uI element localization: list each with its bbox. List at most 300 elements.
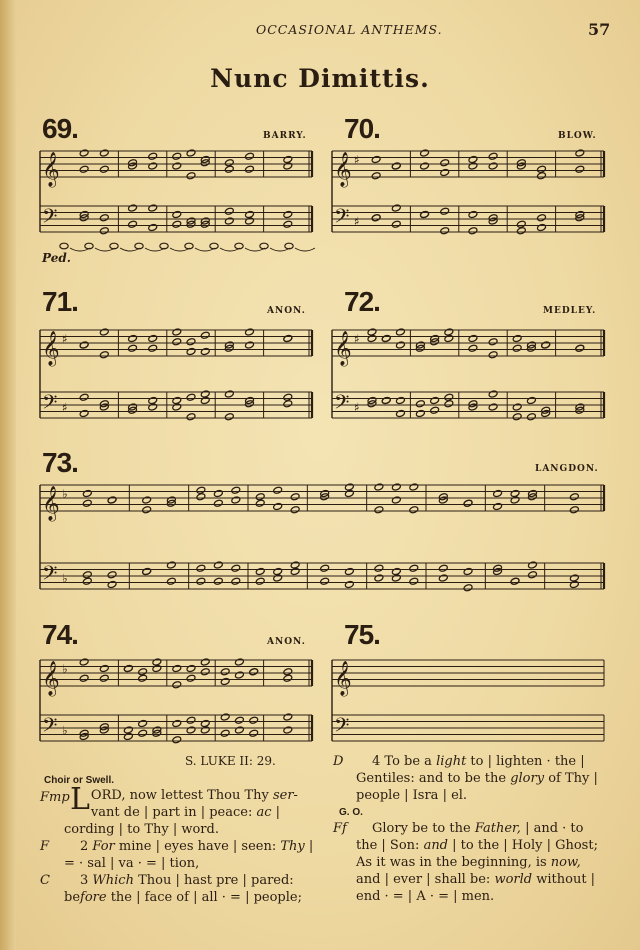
- chant-69-note: [224, 165, 234, 173]
- chant-71-note: [224, 390, 234, 398]
- gloria-line3: [356, 854, 581, 871]
- chant-74-note: [220, 713, 230, 721]
- g1a: Glory be to the: [372, 821, 475, 836]
- chant-74-note: [123, 726, 133, 734]
- chant-70-note: [468, 227, 478, 235]
- chant-71-note: [172, 403, 182, 411]
- chant-74-note: [220, 677, 230, 685]
- v2-italic-1: For: [92, 839, 115, 854]
- chant-74-note: [234, 658, 244, 666]
- chant-73-note: [107, 496, 117, 504]
- chant-number-70: 70.: [344, 113, 380, 144]
- chant-69-note: [99, 165, 109, 173]
- chant-74-note: [283, 726, 293, 734]
- chant-74-key-sig: ♭: [62, 723, 68, 738]
- chant-72-note: [468, 344, 478, 352]
- chant-73-note: [374, 574, 384, 582]
- chant-72-note: [512, 334, 522, 342]
- composer-74: ANON.: [267, 637, 306, 647]
- verse1-mark: Fmp: [40, 790, 70, 805]
- chant-69-note: [128, 220, 138, 228]
- chant-73-note: [273, 502, 283, 510]
- chant-72-note: [415, 409, 425, 417]
- chant-74-note: [186, 664, 196, 672]
- chant-73-note: [320, 564, 330, 572]
- chant-73-note: [273, 486, 283, 494]
- chant-73-note: [142, 506, 152, 514]
- g4a: and | ever | shall be:: [356, 872, 495, 887]
- verse2-line1: [80, 838, 313, 855]
- chant-72-note: [430, 396, 440, 404]
- chant-73-note: [255, 493, 265, 501]
- pedal-note: [185, 243, 193, 249]
- g4b: world: [494, 872, 533, 887]
- chant-73-note: [196, 564, 206, 572]
- chant-73-note: [344, 483, 354, 491]
- chant-72-note: [512, 344, 522, 352]
- chant-73-note: [510, 577, 520, 585]
- chant-71-note: [186, 393, 196, 401]
- chant-69-note: [245, 165, 255, 173]
- chant-71-note: [172, 338, 182, 346]
- chant-73-note: [463, 499, 473, 507]
- chant-70-key-sig: ♯: [354, 153, 360, 167]
- chant-73-note: [82, 499, 92, 507]
- chant-73-note: [391, 567, 401, 575]
- chant-70-note: [391, 162, 401, 170]
- chant-73-note: [510, 489, 520, 497]
- chant-69-note: [186, 172, 196, 180]
- chant-73-note: [344, 567, 354, 575]
- chant-74-note: [283, 668, 293, 676]
- chant-69-note: [79, 149, 89, 157]
- chant-71-note: [99, 328, 109, 336]
- chant-73-note: [391, 574, 401, 582]
- chant-72-note: [367, 334, 377, 342]
- chant-69-note: [148, 152, 158, 160]
- chant-69-note: [172, 210, 182, 218]
- pedal-note: [260, 243, 268, 249]
- chant-73-note: [82, 571, 92, 579]
- chant-71-note: [186, 347, 196, 355]
- chant-71-bass-clef: 𝄢: [42, 390, 58, 419]
- chant-74-note: [249, 668, 259, 676]
- chant-69-note: [283, 155, 293, 163]
- chant-72-note: [541, 341, 551, 349]
- chant-73-note: [196, 577, 206, 585]
- chant-73-note: [290, 506, 300, 514]
- verse4-line3: people | Isra | el.: [356, 788, 468, 803]
- chant-71-note: [245, 328, 255, 336]
- chant-74-note: [200, 658, 210, 666]
- chant-73-note: [82, 489, 92, 497]
- chant-74-note: [99, 674, 109, 682]
- section-title: Nunc Dimittis.: [210, 64, 430, 93]
- chant-72-note: [488, 403, 498, 411]
- verse1-line3: cording | to Thy | word.: [64, 822, 219, 837]
- chant-74-note: [172, 736, 182, 744]
- chant-73-note: [231, 564, 241, 572]
- chant-70-note: [488, 162, 498, 170]
- chant-73-note: [107, 580, 117, 588]
- chant-72-note: [396, 409, 406, 417]
- g2a: the | Son:: [356, 838, 424, 853]
- chant-73-note: [569, 506, 579, 514]
- chant-71-note: [79, 393, 89, 401]
- chant-73-note: [290, 493, 300, 501]
- chant-71-key-sig: ♯: [62, 332, 68, 346]
- chant-70-note: [420, 162, 430, 170]
- v3-num: 3: [80, 873, 93, 888]
- chant-73-note: [255, 577, 265, 585]
- chant-74-key-sig: ♭: [62, 662, 68, 676]
- chant-69-note: [224, 159, 234, 167]
- chant-72-key-sig: ♯: [354, 332, 360, 346]
- composer-69: BARRY.: [263, 131, 307, 141]
- chant-72-note: [444, 334, 454, 342]
- verse2-mark: F: [40, 839, 50, 854]
- chant-71-note: [148, 334, 158, 342]
- chant-74-note: [249, 716, 259, 724]
- pedal-note: [235, 243, 243, 249]
- chant-73-note: [569, 574, 579, 582]
- chant-71-note: [200, 396, 210, 404]
- v4-l2c: of Thy |: [544, 771, 598, 786]
- chant-71-note: [128, 344, 138, 352]
- chant-70-note: [537, 172, 547, 180]
- chant-73-note: [290, 561, 300, 569]
- chant-73-note: [374, 483, 384, 491]
- chant-72-key-sig: ♯: [354, 400, 360, 415]
- chant-72-note: [444, 400, 454, 408]
- gloria-line4: [356, 871, 595, 888]
- chant-73-key-sig: ♭: [62, 571, 68, 586]
- chant-71-note: [283, 334, 293, 342]
- composer-70: BLOW.: [558, 131, 597, 141]
- chant-73-note: [409, 577, 419, 585]
- chant-71-note: [200, 331, 210, 339]
- gloria-mark: Ff: [333, 821, 347, 836]
- chant-69-note: [245, 210, 255, 218]
- chant-70-note: [575, 149, 585, 157]
- chant-70-note: [440, 159, 450, 167]
- chant-74-note: [220, 729, 230, 737]
- chant-71-treble-clef: 𝄞: [42, 331, 60, 366]
- chant-74-note: [152, 658, 162, 666]
- v2-end: |: [304, 839, 314, 854]
- verse3-mark: C: [40, 873, 50, 888]
- chant-71-note: [128, 334, 138, 342]
- chant-72-note: [488, 338, 498, 346]
- g2c: | to the | Holy | Ghost;: [448, 838, 598, 853]
- chant-73-note: [142, 496, 152, 504]
- chant-74-note: [138, 674, 148, 682]
- verse2-line2: = · sal | va · = | tion,: [64, 856, 200, 871]
- chant-73-note: [213, 561, 223, 569]
- chant-number-74: 74.: [42, 619, 78, 650]
- chant-73-note: [463, 567, 473, 575]
- gloria-line1: [372, 820, 583, 837]
- g4c: without |: [532, 872, 596, 887]
- choir-heading: Choir or Swell.: [44, 775, 115, 786]
- chant-71-note: [79, 341, 89, 349]
- chant-73-note: [391, 496, 401, 504]
- chant-75-bass-clef: 𝄢: [334, 713, 350, 742]
- chant-74-note: [123, 732, 133, 740]
- chant-70-key-sig: ♯: [354, 214, 360, 229]
- pedal-mark: Ped.: [42, 251, 71, 265]
- chant-69-bass-clef: 𝄢: [42, 204, 58, 233]
- v3-be: be: [64, 890, 81, 905]
- chant-69-note: [186, 149, 196, 157]
- pedal-note: [135, 243, 143, 249]
- verse4-line1: [372, 753, 585, 770]
- chant-74-note: [186, 716, 196, 724]
- chant-74-note: [79, 658, 89, 666]
- chant-73-note: [166, 561, 176, 569]
- chant-70-note: [391, 220, 401, 228]
- chant-72-note: [396, 328, 406, 336]
- drop-cap: L: [70, 782, 90, 817]
- g2b: and: [423, 838, 449, 853]
- chant-69-note: [172, 220, 182, 228]
- chant-70-note: [440, 168, 450, 176]
- chant-74-bass-clef: 𝄢: [42, 713, 58, 742]
- gloria-line2: [356, 837, 598, 854]
- verse1-line2: vant de | part in | peace:: [90, 805, 257, 820]
- composer-72: MEDLEY.: [543, 306, 597, 316]
- chant-72-note: [526, 413, 536, 421]
- chant-70-note: [371, 155, 381, 163]
- chant-70-note: [440, 207, 450, 215]
- chant-73-note: [409, 564, 419, 572]
- running-title: OCCASIONAL ANTHEMS.: [256, 22, 443, 37]
- chant-74-note: [200, 726, 210, 734]
- chant-71-note: [200, 347, 210, 355]
- chant-71-note: [172, 328, 182, 336]
- verse3-line1: [80, 872, 294, 889]
- chant-73-note: [273, 574, 283, 582]
- chant-69-note: [148, 223, 158, 231]
- v3-text: Thou | hast pre | pared:: [133, 873, 294, 888]
- chant-70-note: [537, 165, 547, 173]
- chant-69-note: [99, 214, 109, 222]
- chant-70-note: [420, 149, 430, 157]
- v2-num: 2: [80, 839, 93, 854]
- gloria-line5: end · = | A · = | men.: [356, 889, 495, 904]
- chant-73-key-sig: ♭: [62, 487, 68, 501]
- chant-74-note: [283, 674, 293, 682]
- chant-71-note: [148, 403, 158, 411]
- chant-73-note: [231, 577, 241, 585]
- chant-74-note: [234, 716, 244, 724]
- chant-72-note: [381, 396, 391, 404]
- go-heading: G. O.: [339, 807, 363, 818]
- pedal-note: [160, 243, 168, 249]
- chant-70-note: [575, 165, 585, 173]
- chant-71-note: [245, 341, 255, 349]
- chant-74-note: [200, 668, 210, 676]
- pedal-note: [110, 243, 118, 249]
- chant-73-note: [493, 502, 503, 510]
- v2-italic-2: Thy: [280, 839, 305, 854]
- chant-70-note: [371, 172, 381, 180]
- chant-73-note: [231, 486, 241, 494]
- chant-73-bass-clef: 𝄢: [42, 561, 58, 590]
- chant-70-note: [371, 214, 381, 222]
- chant-73-note: [510, 496, 520, 504]
- chant-73-note: [391, 483, 401, 491]
- chant-74-note: [283, 713, 293, 721]
- chant-69-note: [148, 162, 158, 170]
- chant-73-note: [344, 489, 354, 497]
- composer-71: ANON.: [267, 306, 306, 316]
- chant-72-note: [415, 400, 425, 408]
- chant-70-note: [537, 223, 547, 231]
- chant-70-note: [468, 162, 478, 170]
- chant-74-note: [249, 729, 259, 737]
- chant-69-note: [148, 204, 158, 212]
- v3-fore: fore: [80, 890, 107, 905]
- chant-71-note: [283, 393, 293, 401]
- chant-73-note: [569, 580, 579, 588]
- verse1-line1: ORD, now lettest Thou Thy: [90, 788, 273, 803]
- chant-72-note: [430, 406, 440, 414]
- chant-number-71: 71.: [42, 286, 78, 317]
- chant-74-note: [200, 719, 210, 727]
- chant-72-note: [512, 403, 522, 411]
- verse4-mark: D: [333, 754, 344, 769]
- chant-73-note: [231, 496, 241, 504]
- v3-rest: the | face of | all · = | people;: [106, 890, 302, 905]
- chant-73-note: [320, 577, 330, 585]
- chant-70-note: [516, 220, 526, 228]
- chant-73-note: [166, 577, 176, 585]
- chant-73-note: [196, 486, 206, 494]
- chant-72-bass-clef: 𝄢: [334, 390, 350, 419]
- chant-74-note: [172, 664, 182, 672]
- chant-73-note: [107, 571, 117, 579]
- chant-73-note: [82, 577, 92, 585]
- chant-71-note: [99, 351, 109, 359]
- chant-71-note: [283, 400, 293, 408]
- chant-72-note: [396, 396, 406, 404]
- verse1-line1-italic: ser-: [272, 788, 298, 803]
- chant-72-note: [444, 393, 454, 401]
- chant-69-note: [245, 217, 255, 225]
- chant-73-note: [290, 567, 300, 575]
- chant-71-note: [200, 390, 210, 398]
- g3a: As it was in the beginning, is: [356, 855, 551, 870]
- chant-72-note: [396, 341, 406, 349]
- chant-71-note: [148, 396, 158, 404]
- verse3-line2: [64, 889, 302, 906]
- chant-73-note: [374, 564, 384, 572]
- chant-72-note: [526, 396, 536, 404]
- g3b: now,: [550, 855, 581, 870]
- chant-69-note: [283, 220, 293, 228]
- v4-light: light: [436, 754, 467, 769]
- chant-74-note: [220, 668, 230, 676]
- chant-74-note: [172, 719, 182, 727]
- chant-74-note: [186, 674, 196, 682]
- chant-73-note: [409, 506, 419, 514]
- composer-73: LANGDON.: [535, 464, 599, 474]
- chant-71-note: [224, 413, 234, 421]
- chant-71-note: [148, 344, 158, 352]
- chant-72-note: [575, 344, 585, 352]
- chant-74-note: [99, 664, 109, 672]
- v4-l2a: Gentiles: and to be the: [356, 771, 511, 786]
- chant-69-note: [283, 210, 293, 218]
- chant-75-treble-clef: 𝄞: [334, 661, 352, 696]
- chant-69-note: [172, 152, 182, 160]
- v3-italic: Which: [92, 873, 134, 888]
- chant-72-note: [512, 413, 522, 421]
- chant-73-note: [493, 489, 503, 497]
- chant-73-note: [528, 561, 538, 569]
- chant-72-note: [488, 351, 498, 359]
- chant-73-note: [213, 499, 223, 507]
- scripture-reference: S. LUKE II: 29.: [185, 754, 276, 768]
- verse1-line2-end: |: [271, 805, 281, 820]
- chant-73-note: [142, 567, 152, 575]
- chant-72-note: [367, 328, 377, 336]
- chant-69-note: [79, 165, 89, 173]
- chant-74-note: [138, 719, 148, 727]
- chant-74-note: [186, 726, 196, 734]
- chant-70-note: [537, 214, 547, 222]
- chant-73-note: [374, 506, 384, 514]
- chant-70-note: [468, 155, 478, 163]
- chant-70-note: [420, 210, 430, 218]
- chant-69-note: [224, 207, 234, 215]
- chant-70-treble-clef: 𝄞: [334, 152, 352, 187]
- chant-73-note: [569, 493, 579, 501]
- chant-69-note: [245, 152, 255, 160]
- chant-69-note: [99, 227, 109, 235]
- g1c: | and · to: [520, 821, 584, 836]
- chant-71-note: [172, 396, 182, 404]
- chant-69-note: [99, 149, 109, 157]
- chant-73-treble-clef: 𝄞: [42, 486, 60, 521]
- chant-number-72: 72.: [344, 286, 380, 317]
- chant-71-note: [186, 338, 196, 346]
- chant-72-note: [444, 328, 454, 336]
- chant-70-note: [468, 210, 478, 218]
- chant-number-69: 69.: [42, 113, 78, 144]
- verse1-line2-italic: ac: [256, 805, 272, 820]
- chant-74-note: [172, 681, 182, 689]
- chant-69-note: [128, 204, 138, 212]
- chant-72-treble-clef: 𝄞: [334, 331, 352, 366]
- chant-73-note: [528, 571, 538, 579]
- chant-74-treble-clef: 𝄞: [42, 661, 60, 696]
- chant-number-73: 73.: [42, 447, 78, 478]
- v2-text: mine | eyes have | seen:: [114, 839, 281, 854]
- verse-1: [70, 782, 312, 821]
- pedal-note: [285, 243, 293, 249]
- pedal-tie: [295, 248, 315, 251]
- chant-number-75: 75.: [344, 619, 380, 650]
- chant-73-note: [213, 577, 223, 585]
- chant-69-note: [224, 217, 234, 225]
- chant-72-note: [381, 334, 391, 342]
- chant-73-note: [255, 499, 265, 507]
- chant-74-note: [79, 674, 89, 682]
- pedal-note: [85, 243, 93, 249]
- chant-73-note: [463, 584, 473, 592]
